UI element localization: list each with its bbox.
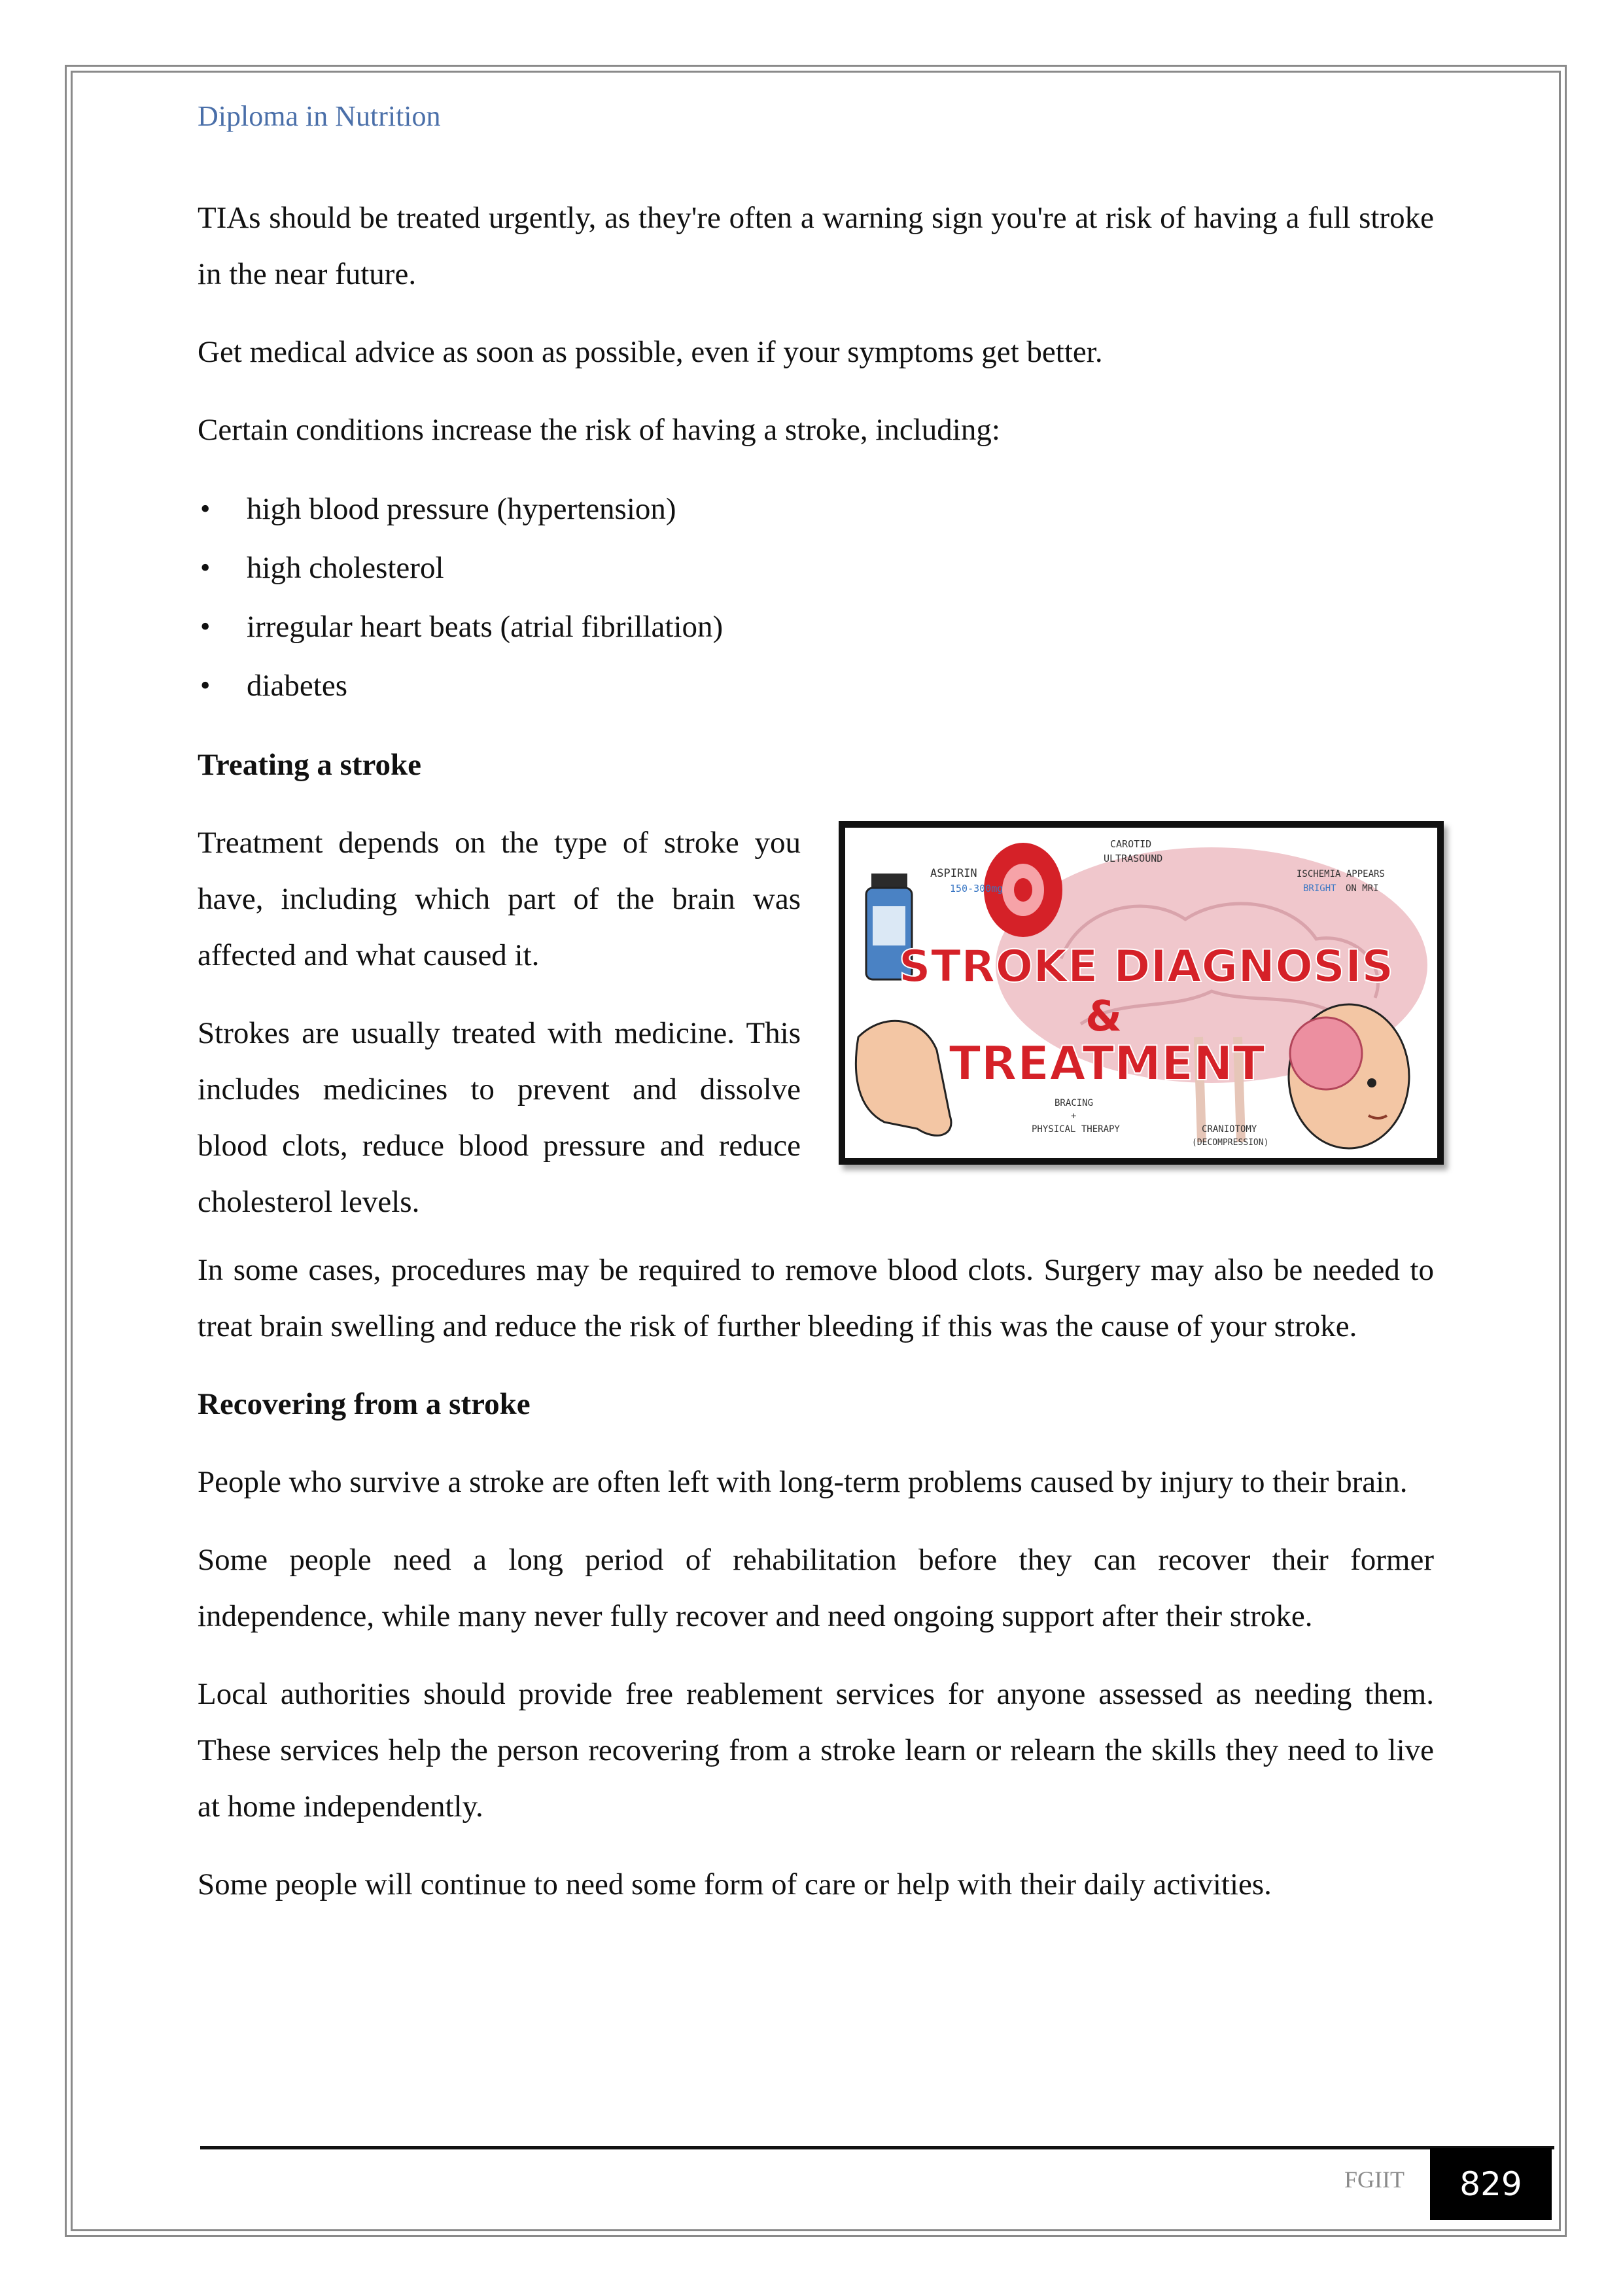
recovering-paragraph-1: People who survive a stroke are often left with long-term problems caused by injury to their brain. <box>198 1465 1408 1499</box>
list-item: • high cholesterol <box>198 539 1434 597</box>
list-item: • irregular heart beats (atrial fibrillation) <box>198 597 1434 656</box>
label-bright: BRIGHT <box>1303 883 1336 894</box>
running-header: Diploma in Nutrition <box>198 100 441 132</box>
treating-paragraph-1: Treatment depends on the type of stroke you have, including which part of the brain was affected and what caused it. <box>198 826 801 972</box>
figure-title-ampersand: & <box>1085 993 1122 1041</box>
label-bracing: BRACING <box>1055 1098 1094 1108</box>
label-craniotomy: CRANIOTOMY <box>1202 1124 1257 1135</box>
risk-conditions-list <box>198 480 1434 715</box>
intro-paragraph-2: Get medical advice as soon as possible, even if your symptoms get better. <box>198 335 1103 369</box>
page-content <box>198 190 1434 1913</box>
recovering-paragraph-3: Local authorities should provide free reablement services for anyone assessed as needing them. These services help the person recovering from a stroke learn or relearn the skills they need to live at home independently. <box>198 1677 1434 1824</box>
label-ultrasound: ULTRASOUND <box>1104 853 1163 864</box>
label-carotid: CAROTID <box>1110 838 1152 850</box>
label-ischemia: ISCHEMIA APPEARS <box>1297 869 1385 879</box>
recovering-paragraph-2: Some people need a long period of rehabilitation before they can recover their former independence, while many never fully recover and need ongoing support after their stroke. <box>198 1543 1434 1633</box>
label-decompression: (DECOMPRESSION) <box>1192 1138 1269 1148</box>
figure-title-line-2: TREATMENT <box>949 1036 1265 1091</box>
list-item: • high blood pressure (hypertension) <box>198 480 1434 539</box>
treating-block <box>198 815 1434 1220</box>
head-figure <box>1289 1004 1409 1148</box>
label-on-mri: ON MRI <box>1346 883 1379 894</box>
label-plus: + <box>1071 1111 1077 1122</box>
list-item: • diabetes <box>198 656 1434 715</box>
illustration-svg <box>845 828 1437 1158</box>
intro-paragraph-3: Certain conditions increase the risk of having a stroke, including: <box>198 413 1000 447</box>
treating-paragraph-3: In some cases, procedures may be required to remove blood clots. Surgery may also be needed to treat brain swelling and reduce the risk of further bleeding if this was the cause of your stroke. <box>198 1253 1434 1343</box>
footer-organization: FGIIT <box>1344 2166 1405 2193</box>
label-dose: 150-300mg <box>950 883 1003 894</box>
treating-paragraph-2: Strokes are usually treated with medicine. This includes medicines to prevent and dissolve blood clots, reduce blood pressure and reduce cholesterol levels. <box>198 1016 801 1219</box>
figure-title-line-1: STROKE DIAGNOSIS <box>898 941 1394 993</box>
label-aspirin: ASPIRIN <box>930 867 977 880</box>
label-physical-therapy: PHYSICAL THERAPY <box>1032 1124 1120 1135</box>
treating-heading: Treating a stroke <box>198 748 422 782</box>
recovering-heading: Recovering from a stroke <box>198 1387 531 1421</box>
arm-figure <box>856 1021 951 1135</box>
intro-paragraph-1: TIAs should be treated urgently, as they're often a warning sign you're at risk of having a full stroke in the near future. <box>198 201 1434 291</box>
treating-text-column <box>198 815 801 1230</box>
footer-divider <box>200 2146 1554 2149</box>
page-number: 829 <box>1430 2148 1552 2220</box>
stroke-diagnosis-illustration <box>839 821 1444 1165</box>
recovering-paragraph-4: Some people will continue to need some form of care or help with their daily activities. <box>198 1867 1272 1901</box>
